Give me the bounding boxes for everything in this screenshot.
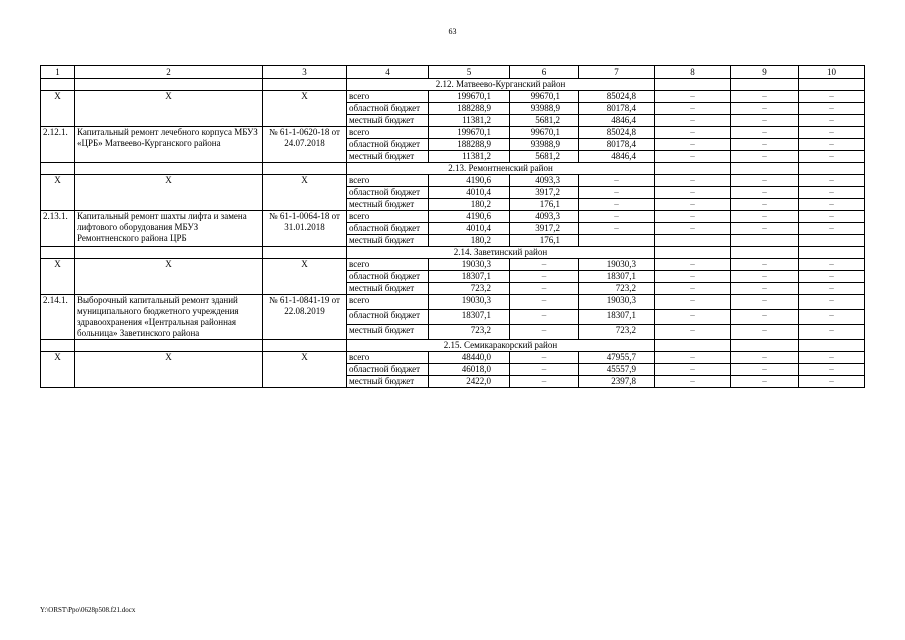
x-mark: Х	[263, 259, 347, 295]
item-number: 2.14.1.	[41, 295, 75, 340]
section-blank-cell	[75, 340, 263, 352]
amount-cell: 199670,1	[429, 91, 510, 103]
amount-cell: 176,1	[510, 235, 579, 247]
section-title: 2.12. Матвеево-Курганский район	[347, 79, 655, 91]
dash-cell: –	[799, 91, 865, 103]
summary-row	[41, 175, 865, 187]
amount-cell: 19030,3	[429, 295, 510, 310]
item-number: 2.13.1.	[41, 211, 75, 247]
amount-cell: 176,1	[510, 199, 579, 211]
amount-cell: 99670,1	[510, 91, 579, 103]
dash-cell: –	[799, 103, 865, 115]
amount-cell: 45557,9	[579, 364, 655, 376]
column-number: 4	[347, 66, 429, 79]
fund-label: местный бюджет	[347, 376, 429, 388]
dash-cell: –	[731, 187, 799, 199]
dash-cell: –	[655, 211, 731, 223]
section-blank-cell	[263, 340, 347, 352]
x-mark: Х	[41, 91, 75, 127]
section-blank-cell	[655, 79, 731, 91]
item-name: Капитальный ремонт лечебного корпуса МБУЗ «ЦРБ» Матвеево-Курганского района	[75, 127, 263, 163]
section-title: 2.13. Ремонтненский район	[347, 163, 655, 175]
column-number: 6	[510, 66, 579, 79]
dash-cell: –	[731, 283, 799, 295]
dash-cell: –	[799, 223, 865, 235]
dash-cell: –	[799, 187, 865, 199]
fund-label: местный бюджет	[347, 115, 429, 127]
dash-cell: –	[655, 187, 731, 199]
section-blank-cell	[75, 163, 263, 175]
fund-label: всего	[347, 352, 429, 364]
dash-cell: –	[731, 364, 799, 376]
amount-cell: –	[510, 271, 579, 283]
column-number-row	[41, 66, 865, 79]
dash-cell: –	[731, 103, 799, 115]
file-path-footer: Y:\ORST\Ppo\0628p508.f21.docx	[40, 606, 136, 614]
amount-cell: 11381,2	[429, 151, 510, 163]
section-blank-cell	[799, 247, 865, 259]
x-mark: Х	[75, 259, 263, 295]
amount-cell: 5681,2	[510, 151, 579, 163]
document-reference: № 61-1-0841-19 от 22.08.2019	[263, 295, 347, 340]
amount-cell: 47955,7	[579, 352, 655, 364]
section-blank-cell	[41, 340, 75, 352]
section-blank-cell	[41, 79, 75, 91]
amount-cell: 80178,4	[579, 139, 655, 151]
item-row	[41, 127, 865, 139]
x-mark: Х	[75, 175, 263, 211]
amount-cell: 723,2	[429, 325, 510, 340]
x-mark: Х	[263, 352, 347, 388]
amount-cell: 3917,2	[510, 187, 579, 199]
dash-cell: –	[731, 223, 799, 235]
column-number: 9	[731, 66, 799, 79]
dash-cell: –	[655, 352, 731, 364]
dash-cell: –	[799, 199, 865, 211]
section-blank-cell	[263, 79, 347, 91]
dash-cell: –	[655, 139, 731, 151]
dash-cell: –	[731, 352, 799, 364]
section-blank-cell	[75, 247, 263, 259]
dash-cell: –	[731, 199, 799, 211]
amount-cell: 4846,4	[579, 151, 655, 163]
dash-cell: –	[731, 211, 799, 223]
amount-cell: 80178,4	[579, 103, 655, 115]
dash-cell: –	[731, 295, 799, 310]
amount-cell: 723,2	[579, 325, 655, 340]
amount-cell: –	[510, 295, 579, 310]
x-mark: Х	[263, 91, 347, 127]
item-name: Капитальный ремонт шахты лифта и замена лифтового оборудования МБУЗ Ремонтненского района ЦРБ	[75, 211, 263, 247]
amount-cell: –	[510, 364, 579, 376]
section-title-row	[41, 163, 865, 175]
fund-label: местный бюджет	[347, 199, 429, 211]
fund-label: местный бюджет	[347, 151, 429, 163]
fund-label: местный бюджет	[347, 325, 429, 340]
column-number: 7	[579, 66, 655, 79]
section-title-row	[41, 340, 865, 352]
x-mark: Х	[75, 91, 263, 127]
dash-cell: –	[799, 127, 865, 139]
dash-cell: –	[655, 199, 731, 211]
column-number: 8	[655, 66, 731, 79]
dash-cell: –	[655, 151, 731, 163]
amount-cell	[579, 235, 655, 247]
amount-cell: 180,2	[429, 235, 510, 247]
fund-label: всего	[347, 211, 429, 223]
amount-cell: 4846,4	[579, 115, 655, 127]
dash-cell: –	[731, 310, 799, 325]
section-blank-cell	[731, 247, 799, 259]
fund-label: областной бюджет	[347, 223, 429, 235]
section-blank-cell	[41, 163, 75, 175]
amount-cell: –	[510, 325, 579, 340]
section-title: 2.14. Заветинский район	[347, 247, 655, 259]
fund-label: областной бюджет	[347, 139, 429, 151]
amount-cell: 3917,2	[510, 223, 579, 235]
fund-label: всего	[347, 175, 429, 187]
dash-cell	[731, 235, 799, 247]
x-mark: Х	[75, 352, 263, 388]
x-mark: Х	[41, 175, 75, 211]
fund-label: всего	[347, 259, 429, 271]
amount-cell: –	[579, 211, 655, 223]
dash-cell: –	[799, 259, 865, 271]
amount-cell: 4010,4	[429, 187, 510, 199]
amount-cell: 4190,6	[429, 175, 510, 187]
item-row	[41, 295, 865, 310]
amount-cell: 85024,8	[579, 127, 655, 139]
summary-row	[41, 259, 865, 271]
section-blank-cell	[655, 340, 731, 352]
section-blank-cell	[731, 79, 799, 91]
fund-label: областной бюджет	[347, 364, 429, 376]
fund-label: всего	[347, 295, 429, 310]
dash-cell: –	[655, 376, 731, 388]
amount-cell: 199670,1	[429, 127, 510, 139]
dash-cell	[655, 235, 731, 247]
section-title-row	[41, 79, 865, 91]
x-mark: Х	[41, 259, 75, 295]
section-blank-cell	[655, 163, 731, 175]
item-name: Выборочный капитальный ремонт зданий муниципального бюджетного учреждения здравоохранения «Центральная районная больница» Заветинского района	[75, 295, 263, 340]
column-number: 3	[263, 66, 347, 79]
fund-label: областной бюджет	[347, 187, 429, 199]
amount-cell: 18307,1	[429, 310, 510, 325]
fund-label: всего	[347, 127, 429, 139]
column-number: 10	[799, 66, 865, 79]
amount-cell: 93988,9	[510, 139, 579, 151]
amount-cell: –	[510, 376, 579, 388]
amount-cell: 723,2	[429, 283, 510, 295]
budget-table	[40, 65, 865, 388]
section-title: 2.15. Семикаракорский район	[347, 340, 655, 352]
column-number: 2	[75, 66, 263, 79]
dash-cell: –	[799, 139, 865, 151]
amount-cell: 46018,0	[429, 364, 510, 376]
column-number: 1	[41, 66, 75, 79]
amount-cell: 723,2	[579, 283, 655, 295]
section-blank-cell	[731, 163, 799, 175]
dash-cell: –	[731, 115, 799, 127]
fund-label: местный бюджет	[347, 235, 429, 247]
amount-cell: 4093,3	[510, 211, 579, 223]
amount-cell: 2422,0	[429, 376, 510, 388]
dash-cell: –	[799, 151, 865, 163]
amount-cell: 18307,1	[429, 271, 510, 283]
amount-cell: 2397,8	[579, 376, 655, 388]
fund-label: областной бюджет	[347, 103, 429, 115]
dash-cell: –	[799, 352, 865, 364]
amount-cell: 11381,2	[429, 115, 510, 127]
page-number: 63	[448, 27, 457, 36]
section-blank-cell	[655, 247, 731, 259]
amount-cell: 18307,1	[579, 271, 655, 283]
amount-cell: 188288,9	[429, 103, 510, 115]
amount-cell: –	[510, 310, 579, 325]
fund-label: местный бюджет	[347, 283, 429, 295]
dash-cell: –	[799, 376, 865, 388]
dash-cell: –	[655, 103, 731, 115]
dash-cell: –	[731, 127, 799, 139]
amount-cell: 19030,3	[579, 259, 655, 271]
document-reference: № 61-1-0064-18 от 31.01.2018	[263, 211, 347, 247]
dash-cell: –	[799, 295, 865, 310]
summary-row	[41, 352, 865, 364]
dash-cell: –	[655, 364, 731, 376]
section-blank-cell	[263, 247, 347, 259]
amount-cell: 19030,3	[579, 295, 655, 310]
dash-cell: –	[655, 127, 731, 139]
dash-cell: –	[731, 259, 799, 271]
dash-cell: –	[731, 271, 799, 283]
dash-cell: –	[799, 325, 865, 340]
item-number: 2.12.1.	[41, 127, 75, 163]
dash-cell: –	[731, 139, 799, 151]
x-mark: Х	[41, 352, 75, 388]
dash-cell: –	[655, 283, 731, 295]
summary-row	[41, 91, 865, 103]
dash-cell	[799, 235, 865, 247]
section-blank-cell	[41, 247, 75, 259]
dash-cell: –	[799, 115, 865, 127]
amount-cell: 4093,3	[510, 175, 579, 187]
section-title-row	[41, 247, 865, 259]
amount-cell: 18307,1	[579, 310, 655, 325]
amount-cell: 4010,4	[429, 223, 510, 235]
amount-cell: 180,2	[429, 199, 510, 211]
dash-cell: –	[799, 175, 865, 187]
dash-cell: –	[655, 271, 731, 283]
section-blank-cell	[799, 340, 865, 352]
dash-cell: –	[731, 175, 799, 187]
dash-cell: –	[799, 364, 865, 376]
x-mark: Х	[263, 175, 347, 211]
fund-label: всего	[347, 91, 429, 103]
item-row	[41, 211, 865, 223]
amount-cell: 19030,3	[429, 259, 510, 271]
amount-cell: 85024,8	[579, 91, 655, 103]
dash-cell: –	[655, 115, 731, 127]
dash-cell: –	[799, 310, 865, 325]
amount-cell: –	[579, 223, 655, 235]
dash-cell: –	[655, 175, 731, 187]
amount-cell: –	[579, 199, 655, 211]
amount-cell: 48440,0	[429, 352, 510, 364]
dash-cell: –	[799, 271, 865, 283]
fund-label: областной бюджет	[347, 310, 429, 325]
dash-cell: –	[731, 151, 799, 163]
amount-cell: –	[510, 283, 579, 295]
section-blank-cell	[799, 79, 865, 91]
dash-cell: –	[655, 310, 731, 325]
dash-cell: –	[655, 325, 731, 340]
amount-cell: 99670,1	[510, 127, 579, 139]
dash-cell: –	[731, 325, 799, 340]
dash-cell: –	[655, 259, 731, 271]
section-blank-cell	[75, 79, 263, 91]
dash-cell: –	[731, 376, 799, 388]
amount-cell: –	[579, 187, 655, 199]
dash-cell: –	[655, 91, 731, 103]
section-blank-cell	[799, 163, 865, 175]
dash-cell: –	[655, 223, 731, 235]
amount-cell: 4190,6	[429, 211, 510, 223]
amount-cell: 188288,9	[429, 139, 510, 151]
amount-cell: –	[579, 175, 655, 187]
dash-cell: –	[799, 283, 865, 295]
document-reference: № 61-1-0620-18 от 24.07.2018	[263, 127, 347, 163]
amount-cell: 93988,9	[510, 103, 579, 115]
section-blank-cell	[263, 163, 347, 175]
fund-label: областной бюджет	[347, 271, 429, 283]
column-number: 5	[429, 66, 510, 79]
dash-cell: –	[655, 295, 731, 310]
amount-cell: –	[510, 352, 579, 364]
section-blank-cell	[731, 340, 799, 352]
amount-cell: 5681,2	[510, 115, 579, 127]
amount-cell: –	[510, 259, 579, 271]
dash-cell: –	[799, 211, 865, 223]
dash-cell: –	[731, 91, 799, 103]
